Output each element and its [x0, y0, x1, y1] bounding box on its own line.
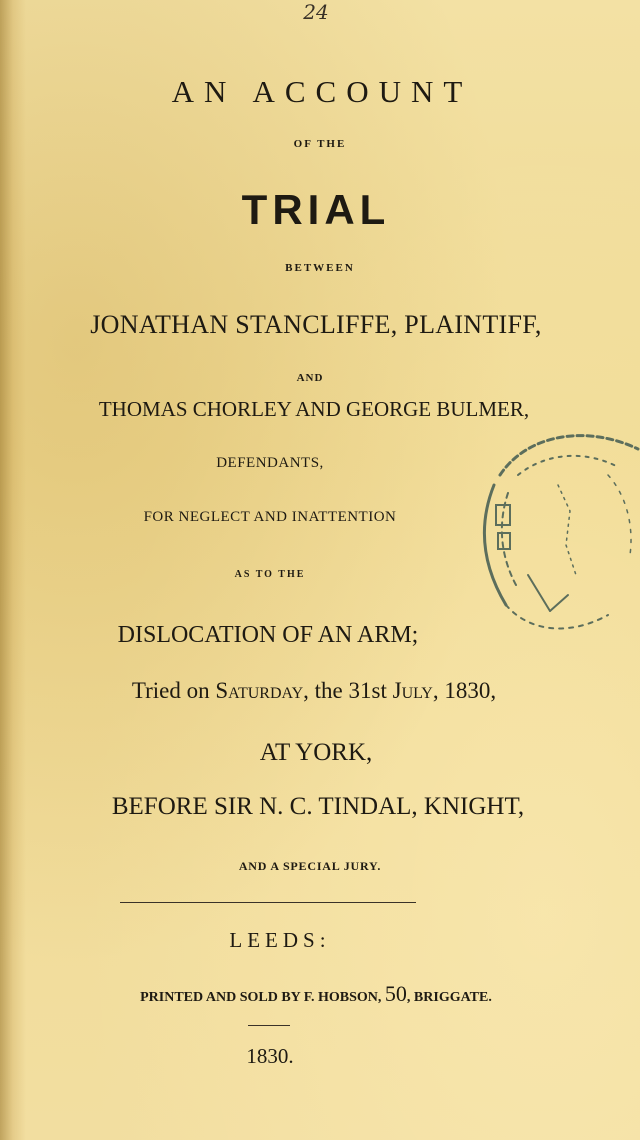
title-trial-line: TRIAL [241, 186, 391, 233]
tried-day: Saturday, [215, 678, 309, 703]
neglect-line: FOR NEGLECT AND INATTENTION [143, 509, 397, 525]
shelfmark: 24 [303, 0, 329, 24]
defendants-names-line: THOMAS CHORLEY AND GEORGE BULMER, [98, 397, 530, 421]
of-the-line: OF THE [293, 138, 347, 150]
imprint-city: LEEDS: [229, 928, 331, 952]
place-line: AT YORK, [259, 739, 373, 766]
printer-number: 50 [384, 981, 407, 1006]
divider-rule [120, 902, 416, 903]
defendants-line: DEFENDANTS, [216, 455, 324, 471]
plaintiff-line: JONATHAN STANCLIFFE, PLAINTIFF, [90, 310, 542, 339]
tried-year: 1830, [438, 678, 497, 703]
imprint-printer [0, 981, 636, 1007]
tried-month: July, [392, 678, 439, 703]
library-stamp-icon [458, 415, 640, 655]
title-account-line: AN ACCOUNT [171, 74, 473, 109]
short-divider-rule [248, 1025, 290, 1026]
as-to-the-line: AS TO THE [234, 569, 306, 580]
imprint-year: 1830. [246, 1044, 294, 1068]
printer-prefix: PRINTED AND SOLD BY F. HOBSON, [140, 990, 385, 1005]
tried-date-line [0, 678, 634, 704]
jury-line: AND A SPECIAL JURY. [238, 859, 382, 873]
judge-line: BEFORE SIR N. C. TINDAL, KNIGHT, [111, 793, 525, 820]
between-line: BETWEEN [285, 262, 355, 274]
printer-suffix: , BRIGGATE. [406, 990, 492, 1005]
tried-middle: the 31st [308, 678, 393, 703]
and-line: AND [296, 372, 324, 384]
tried-prefix: Tried on [131, 678, 216, 703]
dislocation-line: DISLOCATION OF AN ARM; [117, 622, 419, 648]
